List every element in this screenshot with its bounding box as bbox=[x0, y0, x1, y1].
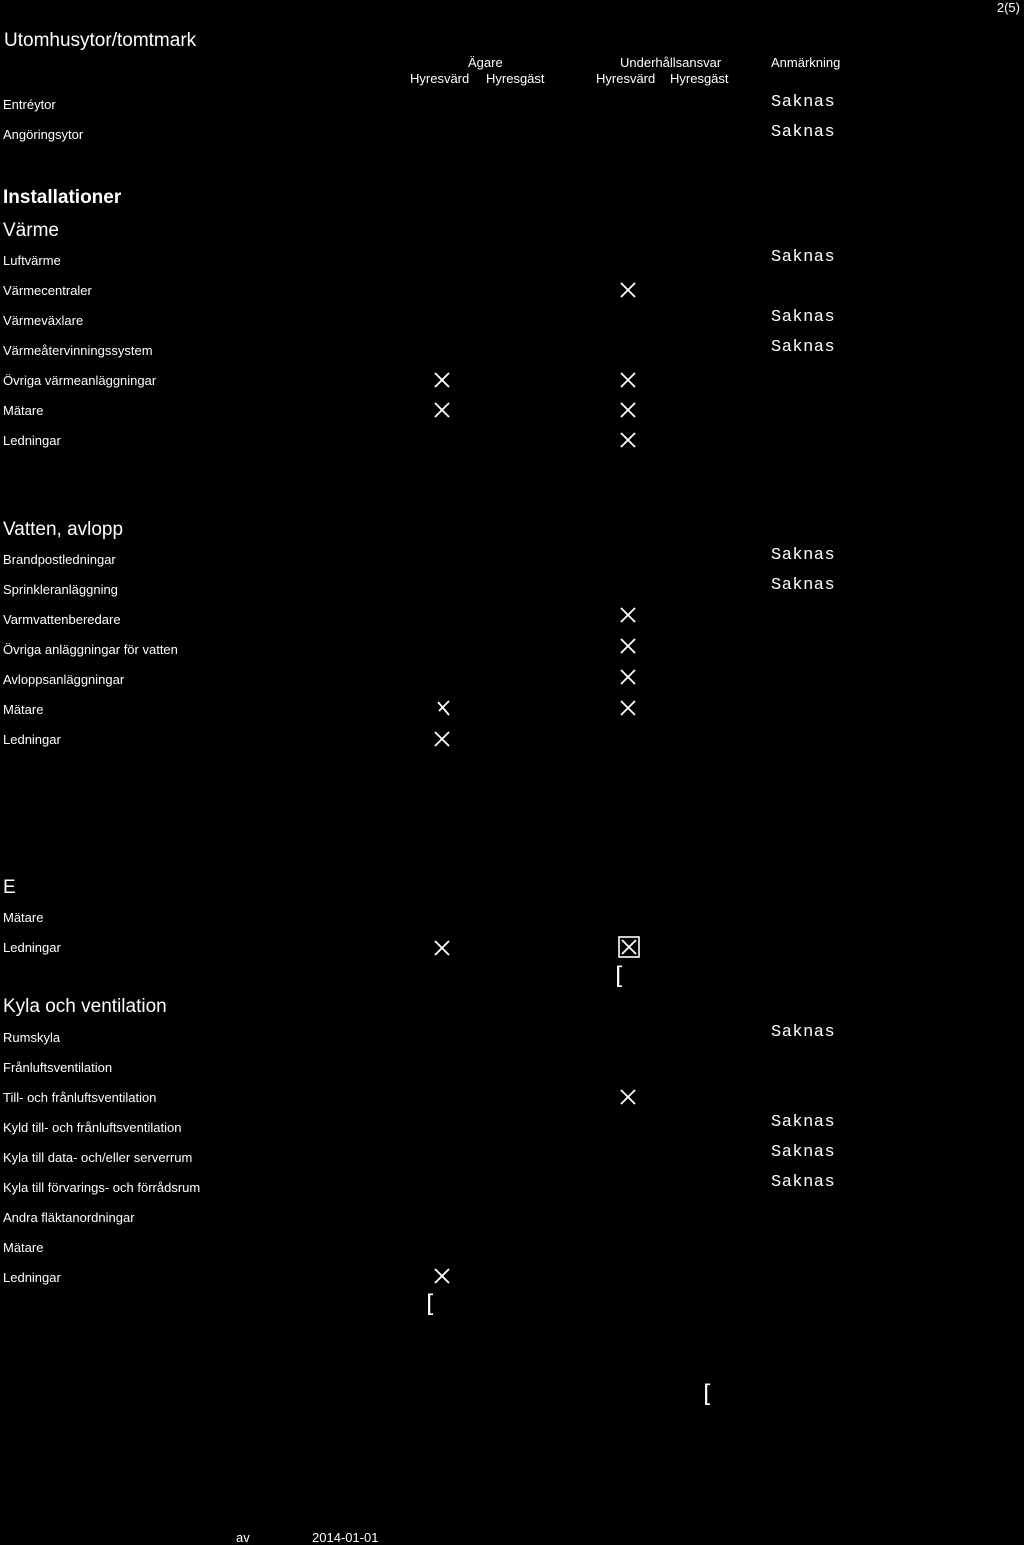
boxed-cross-mark-icon bbox=[618, 936, 636, 954]
cross-mark-icon bbox=[434, 700, 450, 716]
col-owner-landlord: Hyresvärd bbox=[410, 71, 470, 86]
row-label: Ledningar bbox=[3, 433, 61, 448]
cross-mark-icon bbox=[434, 402, 450, 418]
row-label: Värmeåtervinningssystem bbox=[3, 343, 153, 358]
cross-mark-icon bbox=[620, 607, 636, 623]
row-label: Övriga värmeanläggningar bbox=[3, 373, 157, 388]
row-label: Värmeväxlare bbox=[3, 313, 84, 328]
col-owner: Ägare bbox=[468, 55, 503, 70]
row-label: Mätare bbox=[3, 910, 44, 925]
col-owner-tenant: Hyresgäst bbox=[486, 71, 545, 86]
row-label: Angöringsytor bbox=[3, 127, 84, 142]
row-label: Luftvärme bbox=[3, 253, 61, 268]
remark-missing: Saknas bbox=[771, 1143, 836, 1162]
cross-mark-icon bbox=[620, 1089, 636, 1105]
bracket-mark: [ bbox=[426, 1290, 436, 1318]
cross-mark-icon bbox=[620, 669, 636, 685]
remark-missing: Saknas bbox=[771, 93, 836, 112]
row-label: Ledningar bbox=[3, 940, 61, 955]
bracket-mark: [ bbox=[615, 962, 625, 990]
row-label: Till- och frånluftsventilation bbox=[3, 1090, 157, 1105]
cross-mark-icon bbox=[434, 372, 450, 388]
row-label: Kyld till- och frånluftsventilation bbox=[3, 1120, 182, 1135]
footer-date: 2014-01-01 bbox=[312, 1530, 379, 1545]
remark-missing: Saknas bbox=[771, 308, 836, 327]
row-label: Sprinkleranläggning bbox=[3, 582, 118, 597]
col-maintenance: Underhållsansvar bbox=[620, 55, 722, 70]
remark-missing: Saknas bbox=[771, 1113, 836, 1132]
section-title-outdoor: Utomhusytor/tomtmark bbox=[4, 30, 197, 51]
cross-mark-icon bbox=[620, 432, 636, 448]
remark-missing: Saknas bbox=[771, 248, 836, 267]
col-remark: Anmärkning bbox=[771, 55, 841, 70]
remark-missing: Saknas bbox=[771, 576, 836, 595]
subsection-title-water: Vatten, avlopp bbox=[3, 519, 124, 540]
row-label: Rumskyla bbox=[3, 1030, 61, 1045]
row-label: Kyla till data- och/eller serverrum bbox=[3, 1150, 193, 1165]
subsection-title-electric: E bbox=[3, 877, 16, 898]
cross-mark-icon bbox=[620, 402, 636, 418]
subsection-title-cooling: Kyla och ventilation bbox=[3, 996, 167, 1017]
cross-mark-icon bbox=[620, 372, 636, 388]
col-maint-landlord: Hyresvärd bbox=[596, 71, 656, 86]
cross-mark-icon bbox=[434, 1268, 450, 1284]
page-number: 2(5) bbox=[996, 0, 1020, 15]
row-label: Mätare bbox=[3, 403, 44, 418]
cross-mark-icon bbox=[620, 638, 636, 654]
row-label: Brandpostledningar bbox=[3, 552, 116, 567]
row-label: Avloppsanläggningar bbox=[3, 672, 125, 687]
row-label: Värmecentraler bbox=[3, 283, 92, 298]
row-label: Entréytor bbox=[3, 97, 56, 112]
remark-missing: Saknas bbox=[771, 338, 836, 357]
row-label: Ledningar bbox=[3, 732, 61, 747]
remark-missing: Saknas bbox=[771, 546, 836, 565]
cross-mark-icon bbox=[434, 940, 450, 956]
row-label: Andra fläktanordningar bbox=[3, 1210, 135, 1225]
cross-mark-icon bbox=[620, 282, 636, 298]
row-label: Kyla till förvarings- och förrådsrum bbox=[3, 1180, 201, 1195]
remark-missing: Saknas bbox=[771, 1173, 836, 1192]
cross-mark-icon bbox=[434, 731, 450, 747]
bracket-mark: [ bbox=[703, 1380, 713, 1408]
row-label: Övriga anläggningar för vatten bbox=[3, 642, 178, 657]
col-maint-tenant: Hyresgäst bbox=[670, 71, 729, 86]
remark-missing: Saknas bbox=[771, 1023, 836, 1042]
section-title-installations: Installationer bbox=[3, 187, 122, 208]
remark-missing: Saknas bbox=[771, 123, 836, 142]
subsection-title-heating: Värme bbox=[3, 220, 59, 241]
row-label: Frånluftsventilation bbox=[3, 1060, 113, 1075]
footer-prefix: av bbox=[236, 1530, 250, 1545]
cross-mark-icon bbox=[620, 700, 636, 716]
row-label: Varmvattenberedare bbox=[3, 612, 121, 627]
row-label: Ledningar bbox=[3, 1270, 61, 1285]
row-label: Mätare bbox=[3, 702, 44, 717]
row-label: Mätare bbox=[3, 1240, 44, 1255]
